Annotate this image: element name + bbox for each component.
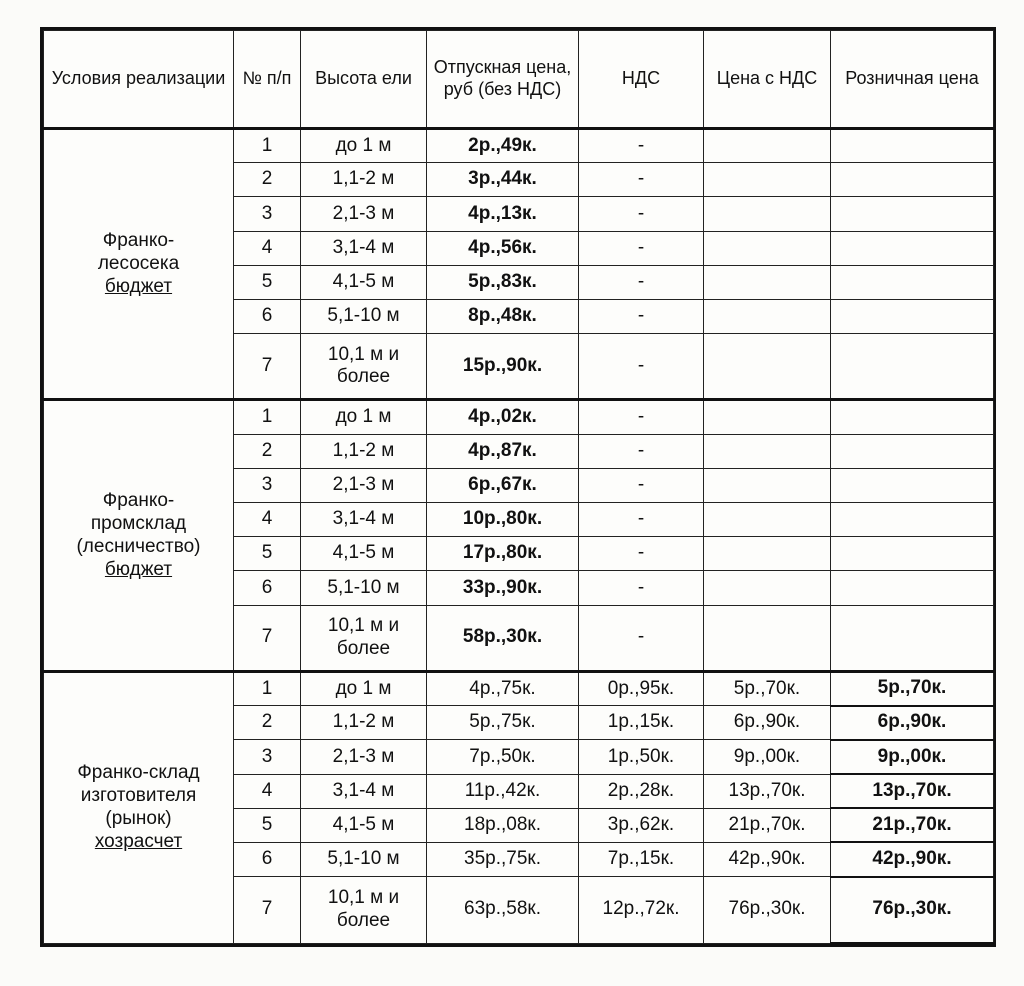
price-cell: 7р.,50к. [427,740,579,774]
price-with-vat-cell: 6р.,90к. [704,706,831,740]
group-condition-line: лесосека [97,252,180,274]
height-cell [301,605,427,671]
price-with-vat-cell [704,468,831,502]
height-line: 1,1-2 м [332,711,395,733]
table-row [44,671,994,705]
height-line: 3,1-4 м [332,779,395,801]
height-line: 10,1 м и [327,887,400,908]
price-with-vat-cell [704,605,831,671]
group-condition-line: (рынок) [105,807,172,829]
vat-cell: - [579,400,704,434]
retail-price-cell [831,231,994,265]
price-with-vat-cell: 42р.,90к. [704,842,831,876]
vat-cell: 1р.,15к. [579,706,704,740]
row-number-cell: 5 [234,265,301,299]
height-line: 3,1-4 м [332,508,395,530]
height-cell [301,197,427,231]
vat-cell: 3р.,62к. [579,808,704,842]
vat-cell: - [579,537,704,571]
price-cell: 10р.,80к. [427,503,579,537]
vat-cell: 2р.,28к. [579,774,704,808]
vat-cell: - [579,197,704,231]
retail-price-cell [831,537,994,571]
vat-cell: - [579,299,704,333]
price-with-vat-cell [704,434,831,468]
retail-price-cell: 21р.,70к. [831,808,994,842]
height-line: 10,1 м и [327,614,400,636]
row-number-cell: 3 [234,740,301,774]
height-line: 4,1-5 м [332,542,395,564]
row-number-cell: 7 [234,605,301,671]
header-price: Отпускная цена, руб (без НДС) [427,31,579,129]
height-cell [301,671,427,705]
group-condition-line: изготовителя [80,784,197,806]
price-cell: 15р.,90к. [427,334,579,400]
height-line: 2,1-3 м [332,474,395,496]
price-with-vat-cell: 21р.,70к. [704,808,831,842]
price-cell: 4р.,13к. [427,197,579,231]
row-number-cell: 4 [234,774,301,808]
retail-price-cell: 76р.,30к. [831,877,994,943]
height-line: более [336,637,391,659]
vat-cell: - [579,468,704,502]
price-cell: 4р.,56к. [427,231,579,265]
price-with-vat-cell [704,231,831,265]
height-line: 5,1-10 м [327,305,400,327]
price-cell: 4р.,75к. [427,671,579,705]
vat-cell: 0р.,95к. [579,671,704,705]
height-cell [301,334,427,400]
price-cell: 8р.,48к. [427,299,579,333]
price-with-vat-cell: 5р.,70к. [704,671,831,705]
height-cell [301,231,427,265]
price-cell: 2р.,49к. [427,129,579,163]
height-cell [301,774,427,808]
group-condition-line: промсклад [90,512,187,534]
price-with-vat-cell [704,129,831,163]
vat-cell: - [579,265,704,299]
group-funding-type: хозрасчет [94,830,183,852]
retail-price-cell [831,400,994,434]
vat-cell: - [579,571,704,605]
vat-cell: - [579,163,704,197]
row-number-cell: 2 [234,163,301,197]
height-line: более [336,366,391,388]
height-cell [301,537,427,571]
height-cell [301,842,427,876]
row-number-cell: 4 [234,231,301,265]
row-number-cell: 2 [234,706,301,740]
retail-price-cell [831,265,994,299]
row-number-cell: 1 [234,400,301,434]
retail-price-cell: 6р.,90к. [831,706,994,740]
row-number-cell: 6 [234,299,301,333]
row-number-cell: 6 [234,842,301,876]
price-with-vat-cell [704,334,831,400]
retail-price-cell: 9р.,00к. [831,740,994,774]
row-number-cell: 4 [234,503,301,537]
retail-price-cell [831,605,994,671]
header-height: Высота ели [301,31,427,129]
row-number-cell: 1 [234,671,301,705]
height-line: до 1 м [335,677,392,699]
price-cell: 35р.,75к. [427,842,579,876]
height-cell [301,503,427,537]
vat-cell: - [579,129,704,163]
group-condition-line: Франко- [102,230,175,252]
price-cell: 18р.,08к. [427,808,579,842]
row-number-cell: 1 [234,129,301,163]
height-cell [301,468,427,502]
height-line: 5,1-10 м [327,848,400,870]
header-number: № п/п [234,31,301,129]
retail-price-cell: 5р.,70к. [831,671,994,705]
price-table-container [40,27,996,947]
price-cell: 63р.,58к. [427,877,579,943]
height-line: более [336,909,391,931]
price-with-vat-cell: 9р.,00к. [704,740,831,774]
vat-cell: - [579,605,704,671]
retail-price-cell [831,571,994,605]
height-line: 5,1-10 м [327,576,400,598]
retail-price-cell [831,197,994,231]
header-price-vat: Цена с НДС [704,31,831,129]
height-cell [301,265,427,299]
group-conditions-cell [44,129,234,400]
row-number-cell: 5 [234,537,301,571]
price-with-vat-cell [704,537,831,571]
price-with-vat-cell [704,163,831,197]
group-funding-type: бюджет [104,558,173,580]
price-with-vat-cell [704,400,831,434]
retail-price-cell: 42р.,90к. [831,842,994,876]
height-cell [301,434,427,468]
table-row [44,129,994,163]
price-with-vat-cell [704,197,831,231]
vat-cell: 1р.,50к. [579,740,704,774]
height-cell [301,299,427,333]
price-cell: 4р.,02к. [427,400,579,434]
vat-cell: - [579,231,704,265]
retail-price-cell [831,129,994,163]
height-cell [301,129,427,163]
vat-cell: - [579,334,704,400]
row-number-cell: 2 [234,434,301,468]
height-line: до 1 м [335,134,392,156]
price-cell: 6р.,67к. [427,468,579,502]
vat-cell: - [579,503,704,537]
price-cell: 5р.,83к. [427,265,579,299]
retail-price-cell [831,299,994,333]
retail-price-cell: 13р.,70к. [831,774,994,808]
row-number-cell: 5 [234,808,301,842]
height-line: 4,1-5 м [332,270,395,292]
price-with-vat-cell [704,571,831,605]
height-cell [301,706,427,740]
height-cell [301,163,427,197]
price-cell: 4р.,87к. [427,434,579,468]
header-row [44,31,994,129]
retail-price-cell [831,503,994,537]
height-line: 2,1-3 м [332,745,395,767]
row-number-cell: 3 [234,468,301,502]
height-cell [301,740,427,774]
group-condition-line: (лесничество) [76,535,201,557]
retail-price-cell [831,468,994,502]
price-cell: 5р.,75к. [427,706,579,740]
height-cell [301,808,427,842]
price-with-vat-cell [704,265,831,299]
height-line: 2,1-3 м [332,202,395,224]
price-with-vat-cell [704,299,831,333]
price-with-vat-cell: 13р.,70к. [704,774,831,808]
height-line: 1,1-2 м [332,439,395,461]
height-cell [301,400,427,434]
height-line: 1,1-2 м [332,168,395,190]
price-cell: 11р.,42к. [427,774,579,808]
height-cell [301,571,427,605]
group-conditions-cell [44,400,234,671]
price-cell: 33р.,90к. [427,571,579,605]
group-condition-line: Франко- [102,490,175,512]
group-condition-line: Франко-склад [77,762,200,784]
height-line: 10,1 м и [327,343,400,365]
header-conditions: Условия реализации [44,31,234,129]
price-with-vat-cell: 76р.,30к. [704,877,831,943]
height-cell [301,877,427,943]
row-number-cell: 7 [234,877,301,943]
row-number-cell: 7 [234,334,301,400]
height-line: 4,1-5 м [332,813,395,835]
height-line: 3,1-4 м [332,236,395,258]
row-number-cell: 6 [234,571,301,605]
retail-price-cell [831,434,994,468]
vat-cell: - [579,434,704,468]
price-cell: 58р.,30к. [427,605,579,671]
price-table [43,30,994,944]
row-number-cell: 3 [234,197,301,231]
table-body [44,129,994,944]
header-retail: Розничная цена [831,31,994,129]
vat-cell: 12р.,72к. [579,877,704,943]
header-vat: НДС [579,31,704,129]
height-line: до 1 м [335,406,392,428]
price-with-vat-cell [704,503,831,537]
group-funding-type: бюджет [104,275,173,297]
price-cell: 17р.,80к. [427,537,579,571]
vat-cell: 7р.,15к. [579,842,704,876]
retail-price-cell [831,163,994,197]
table-row [44,400,994,434]
group-conditions-cell [44,671,234,943]
price-cell: 3р.,44к. [427,163,579,197]
retail-price-cell [831,334,994,400]
